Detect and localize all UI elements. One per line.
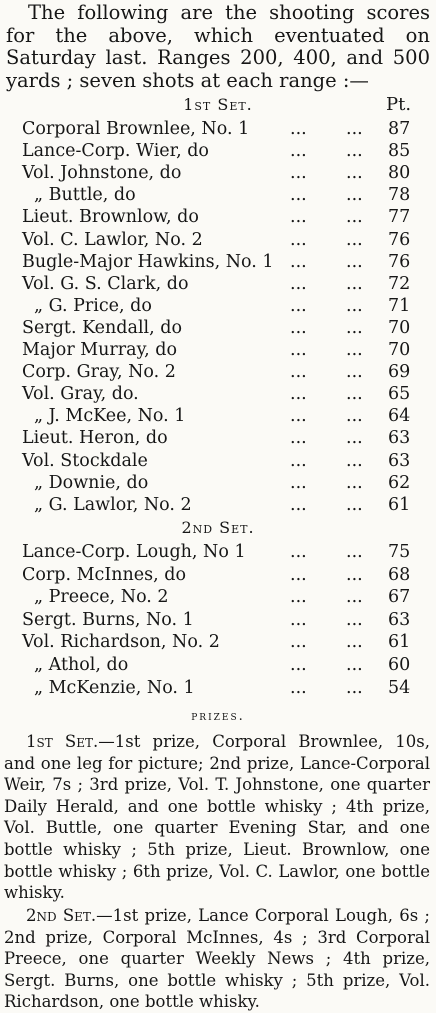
set1-prizes-label: 1st Set. bbox=[26, 732, 99, 751]
competitor-name: Major Murray, do bbox=[22, 340, 178, 360]
score-value: 61 bbox=[388, 494, 411, 515]
leader-dots: ... bbox=[346, 384, 363, 405]
score-value: 72 bbox=[388, 273, 411, 294]
leader-dots: ... bbox=[346, 273, 363, 294]
competitor-name: Lieut. Brownlow, do bbox=[22, 207, 199, 228]
competitor-name: „ J. McKee, No. 1 bbox=[34, 406, 186, 427]
score-value: 63 bbox=[388, 428, 411, 449]
leader-dots: ... bbox=[290, 632, 307, 653]
competitor-name: „ Preece, No. 2 bbox=[34, 587, 169, 608]
score-value: 54 bbox=[388, 677, 411, 698]
competitor-name: „ Downie, do bbox=[34, 472, 149, 493]
score-row bbox=[0, 678, 436, 699]
leader-dots: ... bbox=[290, 472, 307, 493]
competitor-name: Vol. G. S. Clark, do bbox=[22, 273, 189, 294]
score-row bbox=[0, 655, 436, 676]
competitor-name: Vol. Gray, do. bbox=[22, 384, 139, 405]
score-value: 70 bbox=[388, 317, 411, 338]
score-row bbox=[0, 230, 436, 251]
leader-dots: ... bbox=[290, 163, 307, 184]
leader-dots: ... bbox=[290, 406, 307, 427]
score-row bbox=[0, 406, 436, 427]
leader-dots: ... bbox=[346, 542, 363, 562]
leader-dots: ... bbox=[290, 609, 307, 630]
set1-heading: 1st Set. bbox=[183, 95, 253, 114]
set1-prizes-text: —1st prize, Corporal Brownlee, 10s, and one leg for picture; 2nd prize, Lance-Corporal Weir, 7s ; 3rd prize, Vol. T. Johnstone, one quarter Daily Herald, and one bottle whisky ; 4th prize, Vol. Buttle, one quarter Evening Star, and one bottle whisky ; 5th prize, Lieut. Brownlow, one bottle whisky ; 6th prize, Vol. C. Lawlor, one bottle whisky. bbox=[4, 732, 431, 903]
score-row bbox=[0, 119, 436, 140]
score-row bbox=[0, 610, 436, 631]
competitor-name: Lance-Corp. Wier, do bbox=[22, 141, 209, 162]
prizes-heading: prizes. bbox=[191, 709, 245, 724]
competitor-name: Vol. Stockdale bbox=[22, 450, 148, 471]
score-value: 78 bbox=[388, 185, 411, 206]
leader-dots: ... bbox=[346, 119, 363, 139]
competitor-name: Sergt. Kendall, do bbox=[22, 317, 182, 338]
score-row bbox=[0, 141, 436, 162]
score-value: 63 bbox=[388, 609, 411, 630]
competitor-name: „ G. Lawlor, No. 2 bbox=[34, 494, 192, 515]
score-row bbox=[0, 632, 436, 653]
competitor-name: „ G. Price, do bbox=[34, 295, 152, 316]
leader-dots: ... bbox=[290, 340, 307, 360]
competitor-name: Vol. Johnstone, do bbox=[22, 163, 182, 184]
score-row bbox=[0, 274, 436, 295]
leader-dots: ... bbox=[346, 655, 363, 675]
leader-dots: ... bbox=[346, 406, 363, 427]
competitor-name: Lieut. Heron, do bbox=[22, 428, 168, 449]
score-value: 63 bbox=[388, 450, 411, 471]
competitor-name: Corporal Brownlee, No. 1 bbox=[22, 119, 250, 139]
leader-dots: ... bbox=[290, 587, 307, 608]
set2-prizes-label: 2nd Set. bbox=[26, 906, 97, 925]
score-row bbox=[0, 185, 436, 206]
leader-dots: ... bbox=[346, 317, 363, 338]
competitor-name: Lance-Corp. Lough, No 1 bbox=[22, 542, 246, 562]
leader-dots: ... bbox=[346, 609, 363, 630]
score-row bbox=[0, 207, 436, 228]
score-value: 80 bbox=[388, 163, 411, 184]
leader-dots: ... bbox=[346, 494, 363, 515]
score-row bbox=[0, 252, 436, 273]
competitor-name: Vol. C. Lawlor, No. 2 bbox=[22, 229, 203, 250]
score-value: 85 bbox=[388, 141, 411, 162]
leader-dots: ... bbox=[290, 362, 307, 383]
competitor-name: Sergt. Burns, No. 1 bbox=[22, 609, 194, 630]
leader-dots: ... bbox=[346, 340, 363, 360]
score-value: 60 bbox=[388, 655, 411, 675]
competitor-name: Corp. Gray, No. 2 bbox=[22, 362, 176, 383]
score-row bbox=[0, 384, 436, 405]
leader-dots: ... bbox=[346, 632, 363, 653]
leader-dots: ... bbox=[346, 362, 363, 383]
leader-dots: ... bbox=[290, 273, 307, 294]
leader-dots: ... bbox=[346, 472, 363, 493]
score-row bbox=[0, 340, 436, 361]
leader-dots: ... bbox=[290, 229, 307, 250]
set2-prizes-text: —1st prize, Lance Corporal Lough, 6s ; 2nd prize, Corporal McInnes, 4s ; 3rd Corporal Preece, one quarter Weekly News ; 4th prize, Sergt. Burns, one bottle whisky ; 5th prize, Vol. Richardson, one bottle whisky. bbox=[4, 906, 430, 1012]
leader-dots: ... bbox=[346, 251, 363, 272]
score-value: 64 bbox=[388, 406, 411, 427]
score-value: 68 bbox=[388, 564, 411, 585]
set2-heading: 2nd Set. bbox=[181, 518, 255, 537]
leader-dots: ... bbox=[290, 141, 307, 162]
score-value: 65 bbox=[388, 384, 411, 405]
leader-dots: ... bbox=[346, 450, 363, 471]
leader-dots: ... bbox=[346, 677, 363, 698]
score-value: 71 bbox=[388, 295, 411, 316]
score-row bbox=[0, 428, 436, 449]
leader-dots: ... bbox=[290, 119, 307, 139]
set1-prizes-paragraph bbox=[4, 731, 430, 904]
competitor-name: Corp. McInnes, do bbox=[22, 564, 186, 585]
leader-dots: ... bbox=[290, 317, 307, 338]
score-value: 76 bbox=[388, 229, 411, 250]
score-value: 77 bbox=[388, 207, 411, 228]
score-value: 75 bbox=[388, 542, 411, 562]
score-row bbox=[0, 362, 436, 383]
score-value: 76 bbox=[388, 251, 411, 272]
intro-paragraph: The following are the shooting scores for the above, which eventuated on Saturday last. Ranges 200, 400, and 500 yards ; seven shots at each range :— bbox=[6, 1, 430, 92]
score-row bbox=[0, 451, 436, 472]
leader-dots: ... bbox=[346, 229, 363, 250]
score-value: 87 bbox=[388, 119, 411, 139]
leader-dots: ... bbox=[290, 207, 307, 228]
leader-dots: ... bbox=[290, 251, 307, 272]
score-row bbox=[0, 296, 436, 317]
leader-dots: ... bbox=[290, 295, 307, 316]
score-row bbox=[0, 495, 436, 516]
score-value: 69 bbox=[388, 362, 411, 383]
competitor-name: „ Athol, do bbox=[34, 655, 129, 675]
leader-dots: ... bbox=[290, 494, 307, 515]
leader-dots: ... bbox=[346, 295, 363, 316]
leader-dots: ... bbox=[290, 450, 307, 471]
score-value: 61 bbox=[388, 632, 411, 653]
leader-dots: ... bbox=[290, 428, 307, 449]
leader-dots: ... bbox=[290, 564, 307, 585]
leader-dots: ... bbox=[346, 141, 363, 162]
leader-dots: ... bbox=[346, 185, 363, 206]
leader-dots: ... bbox=[290, 384, 307, 405]
competitor-name: Bugle-Major Hawkins, No. 1 bbox=[22, 251, 274, 272]
score-row bbox=[0, 318, 436, 339]
leader-dots: ... bbox=[290, 542, 307, 562]
score-value: 70 bbox=[388, 340, 411, 360]
score-value: 62 bbox=[388, 472, 411, 493]
leader-dots: ... bbox=[346, 207, 363, 228]
score-row bbox=[0, 473, 436, 494]
leader-dots: ... bbox=[346, 428, 363, 449]
leader-dots: ... bbox=[346, 587, 363, 608]
score-row bbox=[0, 163, 436, 184]
leader-dots: ... bbox=[290, 655, 307, 675]
leader-dots: ... bbox=[290, 677, 307, 698]
points-column-heading: Pt. bbox=[386, 94, 412, 115]
leader-dots: ... bbox=[346, 163, 363, 184]
score-row bbox=[0, 542, 436, 563]
competitor-name: Vol. Richardson, No. 2 bbox=[22, 632, 220, 653]
set2-prizes-paragraph bbox=[4, 905, 430, 1013]
score-row bbox=[0, 565, 436, 586]
leader-dots: ... bbox=[290, 185, 307, 206]
leader-dots: ... bbox=[346, 564, 363, 585]
competitor-name: „ McKenzie, No. 1 bbox=[34, 677, 195, 698]
score-value: 67 bbox=[388, 587, 411, 608]
score-row bbox=[0, 587, 436, 608]
competitor-name: „ Buttle, do bbox=[34, 185, 136, 206]
